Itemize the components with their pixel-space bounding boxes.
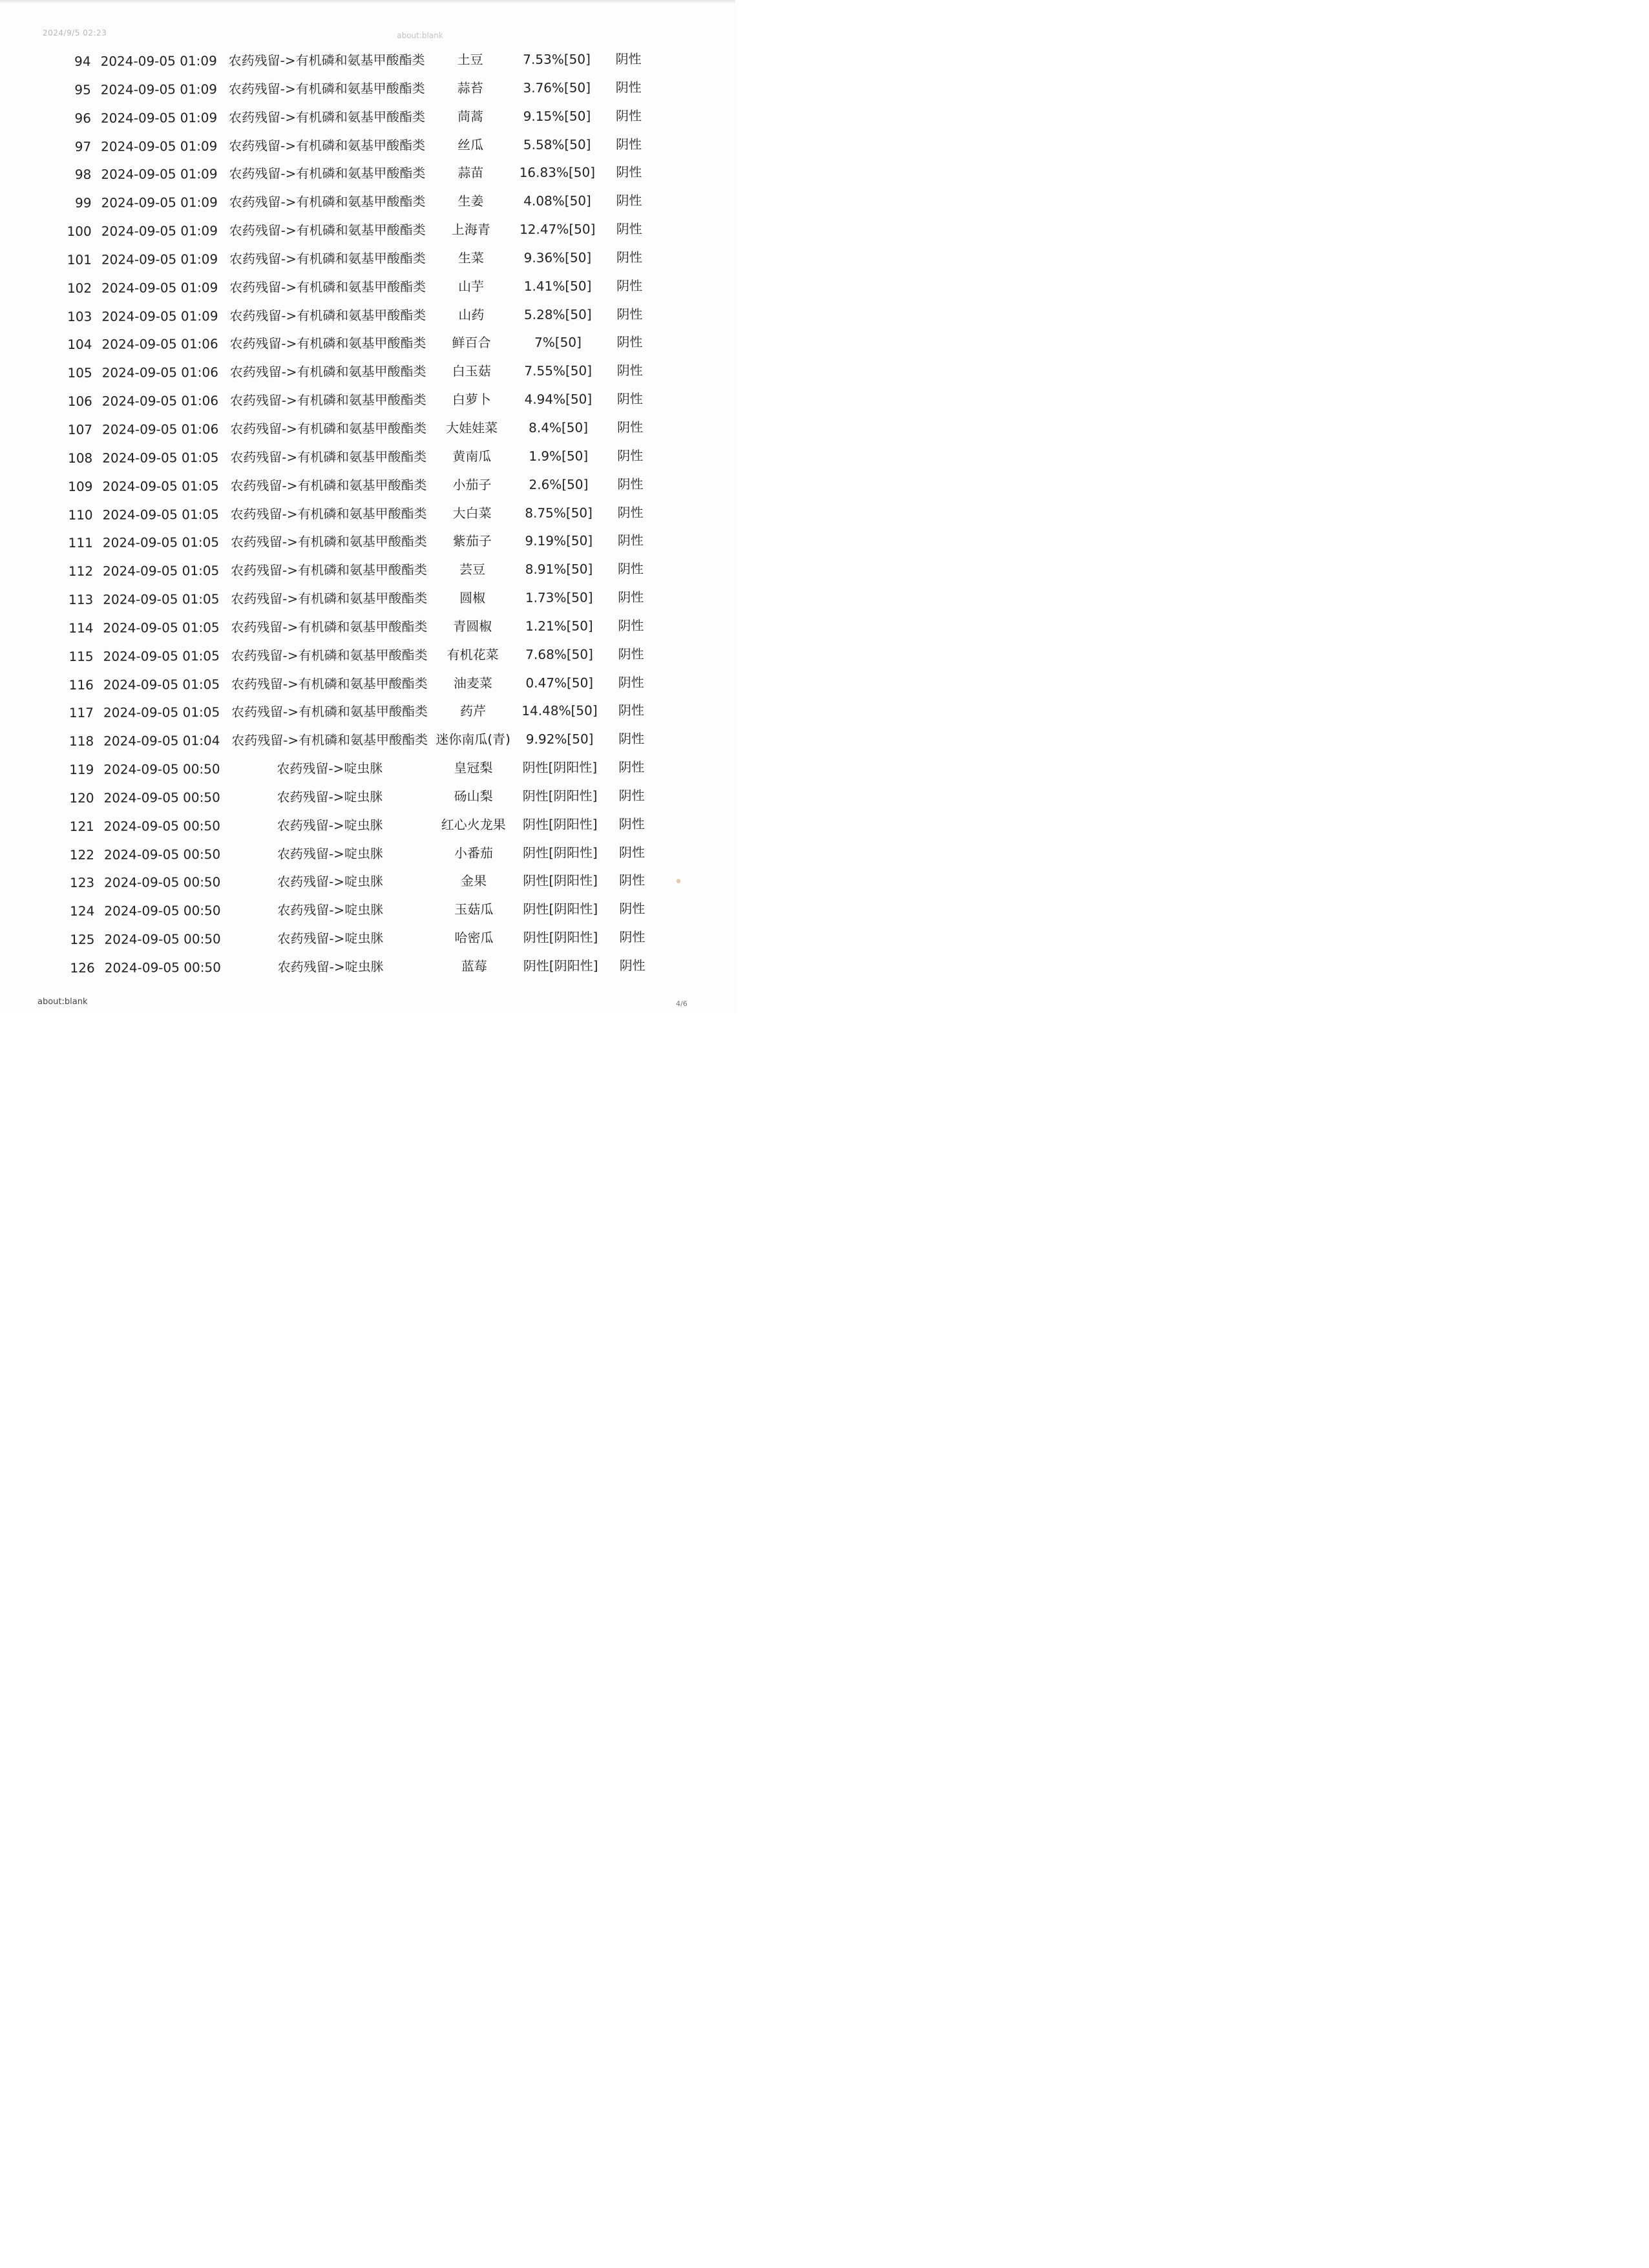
row-time: 2024-09-05 01:05 [102,478,219,494]
row-test-value: 5.28%[50] [523,306,592,322]
row-index: 124 [70,903,95,919]
row-test-value: 4.08%[50] [523,193,591,209]
scan-speck [677,879,680,883]
table-row [0,134,733,165]
table-row [1,842,737,874]
row-test-item: 农药残留->有机磷和氨基甲酸酯类 [230,477,427,494]
row-index: 118 [68,733,94,750]
table-row [0,361,735,392]
table-row [1,899,737,930]
row-test-item: 农药残留->啶虫脒 [277,788,383,805]
row-result: 阴性 [618,674,644,690]
row-time: 2024-09-05 01:09 [101,138,218,154]
row-index: 110 [68,507,93,523]
row-result: 阴性 [619,872,646,888]
row-sample-name: 圆椒 [459,590,486,606]
row-sample-name: 青圆椒 [453,618,492,635]
row-time: 2024-09-05 01:05 [103,704,220,721]
row-time: 2024-09-05 01:05 [103,676,220,693]
row-time: 2024-09-05 01:06 [101,393,219,409]
row-sample-name: 蒜苔 [457,80,483,96]
printed-page [0,0,735,1013]
table-row [0,219,734,251]
row-time: 2024-09-05 01:05 [103,647,220,664]
row-index: 119 [69,761,94,778]
row-sample-name: 有机花菜 [446,646,499,663]
row-test-item: 农药残留->有机磷和氨基甲酸酯类 [229,250,426,267]
row-time: 2024-09-05 00:50 [104,903,221,919]
table-row [0,389,735,421]
row-test-value: 9.36%[50] [523,249,592,266]
scan-edge [0,0,735,4]
print-page-number: 4/6 [676,1000,688,1008]
row-test-item: 农药残留->有机磷和氨基甲酸酯类 [230,448,427,465]
table-row [1,814,737,845]
row-index: 103 [67,308,92,324]
row-test-item: 农药残留->有机磷和氨基甲酸酯类 [229,392,426,409]
table-row [0,304,734,335]
row-time: 2024-09-05 01:09 [101,308,218,324]
row-index: 120 [69,790,94,806]
row-result: 阴性 [615,107,642,123]
row-sample-name: 芸豆 [459,562,486,578]
row-test-value: 7.68%[50] [525,646,593,662]
row-test-item: 农药残留->啶虫脒 [277,817,383,834]
row-time: 2024-09-05 01:09 [101,251,218,268]
row-test-value: 2.6%[50] [529,476,589,492]
row-test-item: 农药残留->有机磷和氨基甲酸酯类 [229,335,426,352]
row-time: 2024-09-05 01:05 [102,563,220,579]
row-index: 108 [68,450,93,466]
row-result: 阴性 [616,249,642,266]
row-test-item: 农药残留->有机磷和氨基甲酸酯类 [230,533,427,551]
row-result: 阴性 [617,532,644,549]
row-test-item: 农药残留->有机磷和氨基甲酸酯类 [229,137,426,154]
row-sample-name: 白萝卜 [452,392,491,408]
row-index: 98 [74,167,92,183]
row-test-value: 1.73%[50] [525,589,593,605]
table-row [0,615,735,647]
row-result: 阴性 [615,79,642,96]
row-test-value: 1.9%[50] [529,448,589,464]
row-index: 104 [67,337,92,353]
row-sample-name: 哈密瓜 [454,930,494,946]
row-sample-name: 红心火龙果 [441,816,506,833]
row-result: 阴性 [618,731,645,747]
row-sample-name: 紫茄子 [452,533,492,549]
row-sample-name: 小茄子 [452,476,492,493]
results-table [0,48,737,987]
row-sample-name: 生姜 [457,193,484,209]
row-test-item: 农药残留->有机磷和氨基甲酸酯类 [228,52,425,68]
row-sample-name: 土豆 [457,52,483,68]
row-test-value: 9.92%[50] [525,731,594,748]
row-sample-name: 上海青 [451,222,490,238]
row-time: 2024-09-05 01:09 [100,109,218,126]
row-test-item: 农药残留->啶虫脒 [277,760,383,777]
row-result: 阴性 [618,646,644,662]
table-row [1,700,736,732]
row-test-value: 阴性[阴阳性] [523,958,598,974]
table-row [1,870,737,902]
row-index: 115 [68,648,94,664]
row-time: 2024-09-05 00:50 [103,817,221,834]
table-row [1,927,737,959]
table-row [0,48,733,80]
row-result: 阴性 [618,788,645,804]
row-result: 阴性 [618,815,645,832]
row-time: 2024-09-05 01:05 [103,591,220,607]
row-time: 2024-09-05 01:06 [101,336,218,353]
row-index: 123 [69,875,95,891]
row-result: 阴性 [618,759,645,775]
row-test-item: 农药残留->啶虫脒 [277,930,384,947]
row-time: 2024-09-05 00:50 [104,931,221,947]
table-row [0,587,735,619]
row-test-item: 农药残留->有机磷和氨基甲酸酯类 [230,562,428,579]
row-test-item: 农药残留->有机磷和氨基甲酸酯类 [231,731,428,749]
row-sample-name: 鲜百合 [452,335,491,351]
row-time: 2024-09-05 00:50 [104,874,221,891]
row-time: 2024-09-05 01:09 [101,166,218,183]
row-result: 阴性 [616,136,642,152]
row-test-item: 农药残留->有机磷和氨基甲酸酯类 [231,618,428,635]
row-sample-name: 生菜 [457,250,484,266]
row-sample-name: 皇冠梨 [454,760,493,776]
row-result: 阴性 [617,447,644,464]
row-sample-name: 白玉菇 [452,363,491,379]
row-time: 2024-09-05 01:05 [102,449,219,466]
row-index: 113 [68,591,94,608]
row-test-item: 农药残留->有机磷和氨基甲酸酯类 [229,222,426,238]
row-test-value: 16.83%[50] [519,164,596,181]
row-index: 125 [70,931,95,948]
row-time: 2024-09-05 01:09 [100,52,217,69]
row-index: 100 [67,223,92,240]
row-test-item: 农药残留->有机磷和氨基甲酸酯类 [229,363,426,381]
row-sample-name: 玉菇瓜 [454,901,494,918]
row-time: 2024-09-05 01:05 [102,506,219,523]
row-test-value: 9.19%[50] [525,532,593,549]
row-index: 111 [68,535,93,551]
row-time: 2024-09-05 00:50 [104,959,221,976]
row-index: 117 [68,705,94,721]
row-test-item: 农药残留->有机磷和氨基甲酸酯类 [231,647,428,664]
row-test-value: 9.15%[50] [523,108,591,124]
row-result: 阴性 [618,589,644,605]
row-result: 阴性 [616,362,643,379]
row-sample-name: 油麦菜 [453,675,492,691]
row-test-value: 5.58%[50] [523,136,591,152]
row-sample-name: 山药 [458,306,485,322]
table-row [0,417,735,448]
row-test-value: 阴性[阴阳性] [523,845,598,861]
table-row [0,191,734,222]
table-row [0,502,735,534]
row-time: 2024-09-05 00:50 [103,761,220,777]
row-test-value: 14.48%[50] [521,702,598,719]
row-test-item: 农药残留->啶虫脒 [277,958,384,975]
table-row [0,105,733,137]
row-test-value: 7.55%[50] [524,362,593,379]
row-result: 阴性 [615,51,642,67]
row-sample-name: 大白菜 [452,505,492,521]
row-index: 99 [75,195,92,211]
row-time: 2024-09-05 01:05 [103,619,220,636]
table-row [0,77,733,109]
row-result: 阴性 [619,901,646,917]
row-test-value: 3.76%[50] [523,79,591,96]
row-test-value: 7.53%[50] [523,51,591,67]
row-result: 阴性 [617,504,644,520]
row-index: 101 [67,251,92,268]
row-sample-name: 丝瓜 [457,136,484,152]
row-index: 121 [69,818,94,834]
table-row [0,474,735,505]
row-index: 102 [67,280,92,296]
row-index: 109 [68,478,93,494]
row-test-value: 8.75%[50] [525,504,593,521]
row-index: 94 [74,53,91,69]
row-test-item: 农药残留->有机磷和氨基甲酸酯类 [229,165,426,182]
row-test-value: 阴性[阴阳性] [522,759,598,776]
table-row [1,729,736,761]
row-test-value: 0.47%[50] [525,675,594,691]
row-test-item: 农药残留->有机磷和氨基甲酸酯类 [230,420,427,437]
row-test-item: 农药残留->有机磷和氨基甲酸酯类 [229,193,426,211]
row-result: 阴性 [616,391,643,407]
row-result: 阴性 [616,221,642,237]
row-time: 2024-09-05 01:09 [101,279,218,296]
row-sample-name: 茼蒿 [457,108,484,125]
row-test-value: 12.47%[50] [519,221,596,237]
table-row [0,275,734,307]
table-row [0,445,735,477]
table-row [1,785,736,817]
row-sample-name: 小番茄 [454,845,493,861]
row-index: 97 [74,138,92,154]
row-result: 阴性 [616,306,643,322]
row-test-item: 农药残留->啶虫脒 [277,874,384,890]
row-test-item: 农药残留->啶虫脒 [277,845,383,862]
row-test-item: 农药残留->啶虫脒 [277,902,384,918]
row-test-item: 农药残留->有机磷和氨基甲酸酯类 [231,590,428,607]
row-test-value: 阴性[阴阳性] [523,901,598,918]
row-time: 2024-09-05 01:09 [101,194,218,211]
row-result: 阴性 [618,617,644,634]
row-index: 116 [68,677,94,693]
row-time: 2024-09-05 01:04 [103,733,220,749]
row-test-value: 阴性[阴阳性] [523,929,598,946]
table-row [0,162,733,194]
row-result: 阴性 [616,334,643,350]
row-test-item: 农药残留->有机磷和氨基甲酸酯类 [229,307,426,324]
row-time: 2024-09-05 01:09 [100,81,218,98]
row-time: 2024-09-05 01:09 [101,223,218,239]
row-time: 2024-09-05 00:50 [103,789,220,806]
row-sample-name: 黄南瓜 [452,448,492,465]
row-test-value: 阴性[阴阳性] [522,788,598,804]
row-index: 112 [68,563,94,580]
row-index: 114 [68,620,94,636]
row-test-item: 农药残留->有机磷和氨基甲酸酯类 [228,109,425,125]
row-sample-name: 迷你南瓜(青) [436,731,511,748]
row-index: 122 [69,846,94,863]
row-sample-name: 山芋 [458,278,485,295]
print-timestamp: 2024/9/5 02:23 [43,28,107,37]
row-time: 2024-09-05 01:06 [102,421,219,437]
table-row [0,559,735,591]
row-result: 阴性 [616,193,642,209]
table-row [2,955,737,987]
row-index: 106 [67,393,92,410]
row-test-item: 农药残留->有机磷和氨基甲酸酯类 [230,505,427,522]
table-row [0,530,735,562]
row-test-value: 阴性[阴阳性] [523,872,598,889]
table-row [1,757,736,789]
table-row [1,644,736,675]
row-sample-name: 蓝莓 [461,958,487,974]
row-result: 阴性 [617,561,644,577]
row-time: 2024-09-05 00:50 [103,846,221,863]
row-test-item: 农药残留->有机磷和氨基甲酸酯类 [231,675,428,692]
row-result: 阴性 [616,164,642,180]
row-test-value: 7%[50] [534,334,582,351]
row-index: 96 [74,110,92,126]
print-page-title: about:blank [397,31,443,40]
row-index: 105 [67,365,92,381]
row-sample-name: 大娃娃菜 [446,420,498,436]
row-index: 107 [67,421,93,437]
row-test-item: 农药残留->有机磷和氨基甲酸酯类 [231,703,428,720]
row-test-value: 1.21%[50] [525,618,593,634]
row-test-value: 阴性[阴阳性] [522,816,598,832]
row-test-value: 8.4%[50] [529,419,589,436]
row-result: 阴性 [619,958,646,974]
print-footer-url: about:blank [37,997,88,1007]
row-test-value: 1.41%[50] [523,278,592,294]
row-result: 阴性 [618,702,645,719]
table-row [1,672,736,704]
row-test-value: 8.91%[50] [525,561,593,578]
table-row [0,332,735,364]
row-test-item: 农药残留->有机磷和氨基甲酸酯类 [228,80,425,97]
row-sample-name: 金果 [461,873,487,889]
row-time: 2024-09-05 01:05 [102,534,220,551]
row-test-value: 4.94%[50] [524,391,593,408]
row-time: 2024-09-05 01:06 [101,364,218,381]
row-sample-name: 砀山梨 [454,788,493,804]
row-result: 阴性 [618,844,645,860]
row-result: 阴性 [616,277,643,294]
row-index: 126 [70,960,95,976]
row-result: 阴性 [617,476,644,492]
row-sample-name: 蒜苗 [457,165,484,181]
row-result: 阴性 [619,929,646,945]
row-sample-name: 药芹 [459,703,487,719]
row-test-item: 农药残留->有机磷和氨基甲酸酯类 [229,278,426,295]
table-row [0,247,734,278]
row-index: 95 [74,81,91,98]
row-result: 阴性 [617,419,644,436]
